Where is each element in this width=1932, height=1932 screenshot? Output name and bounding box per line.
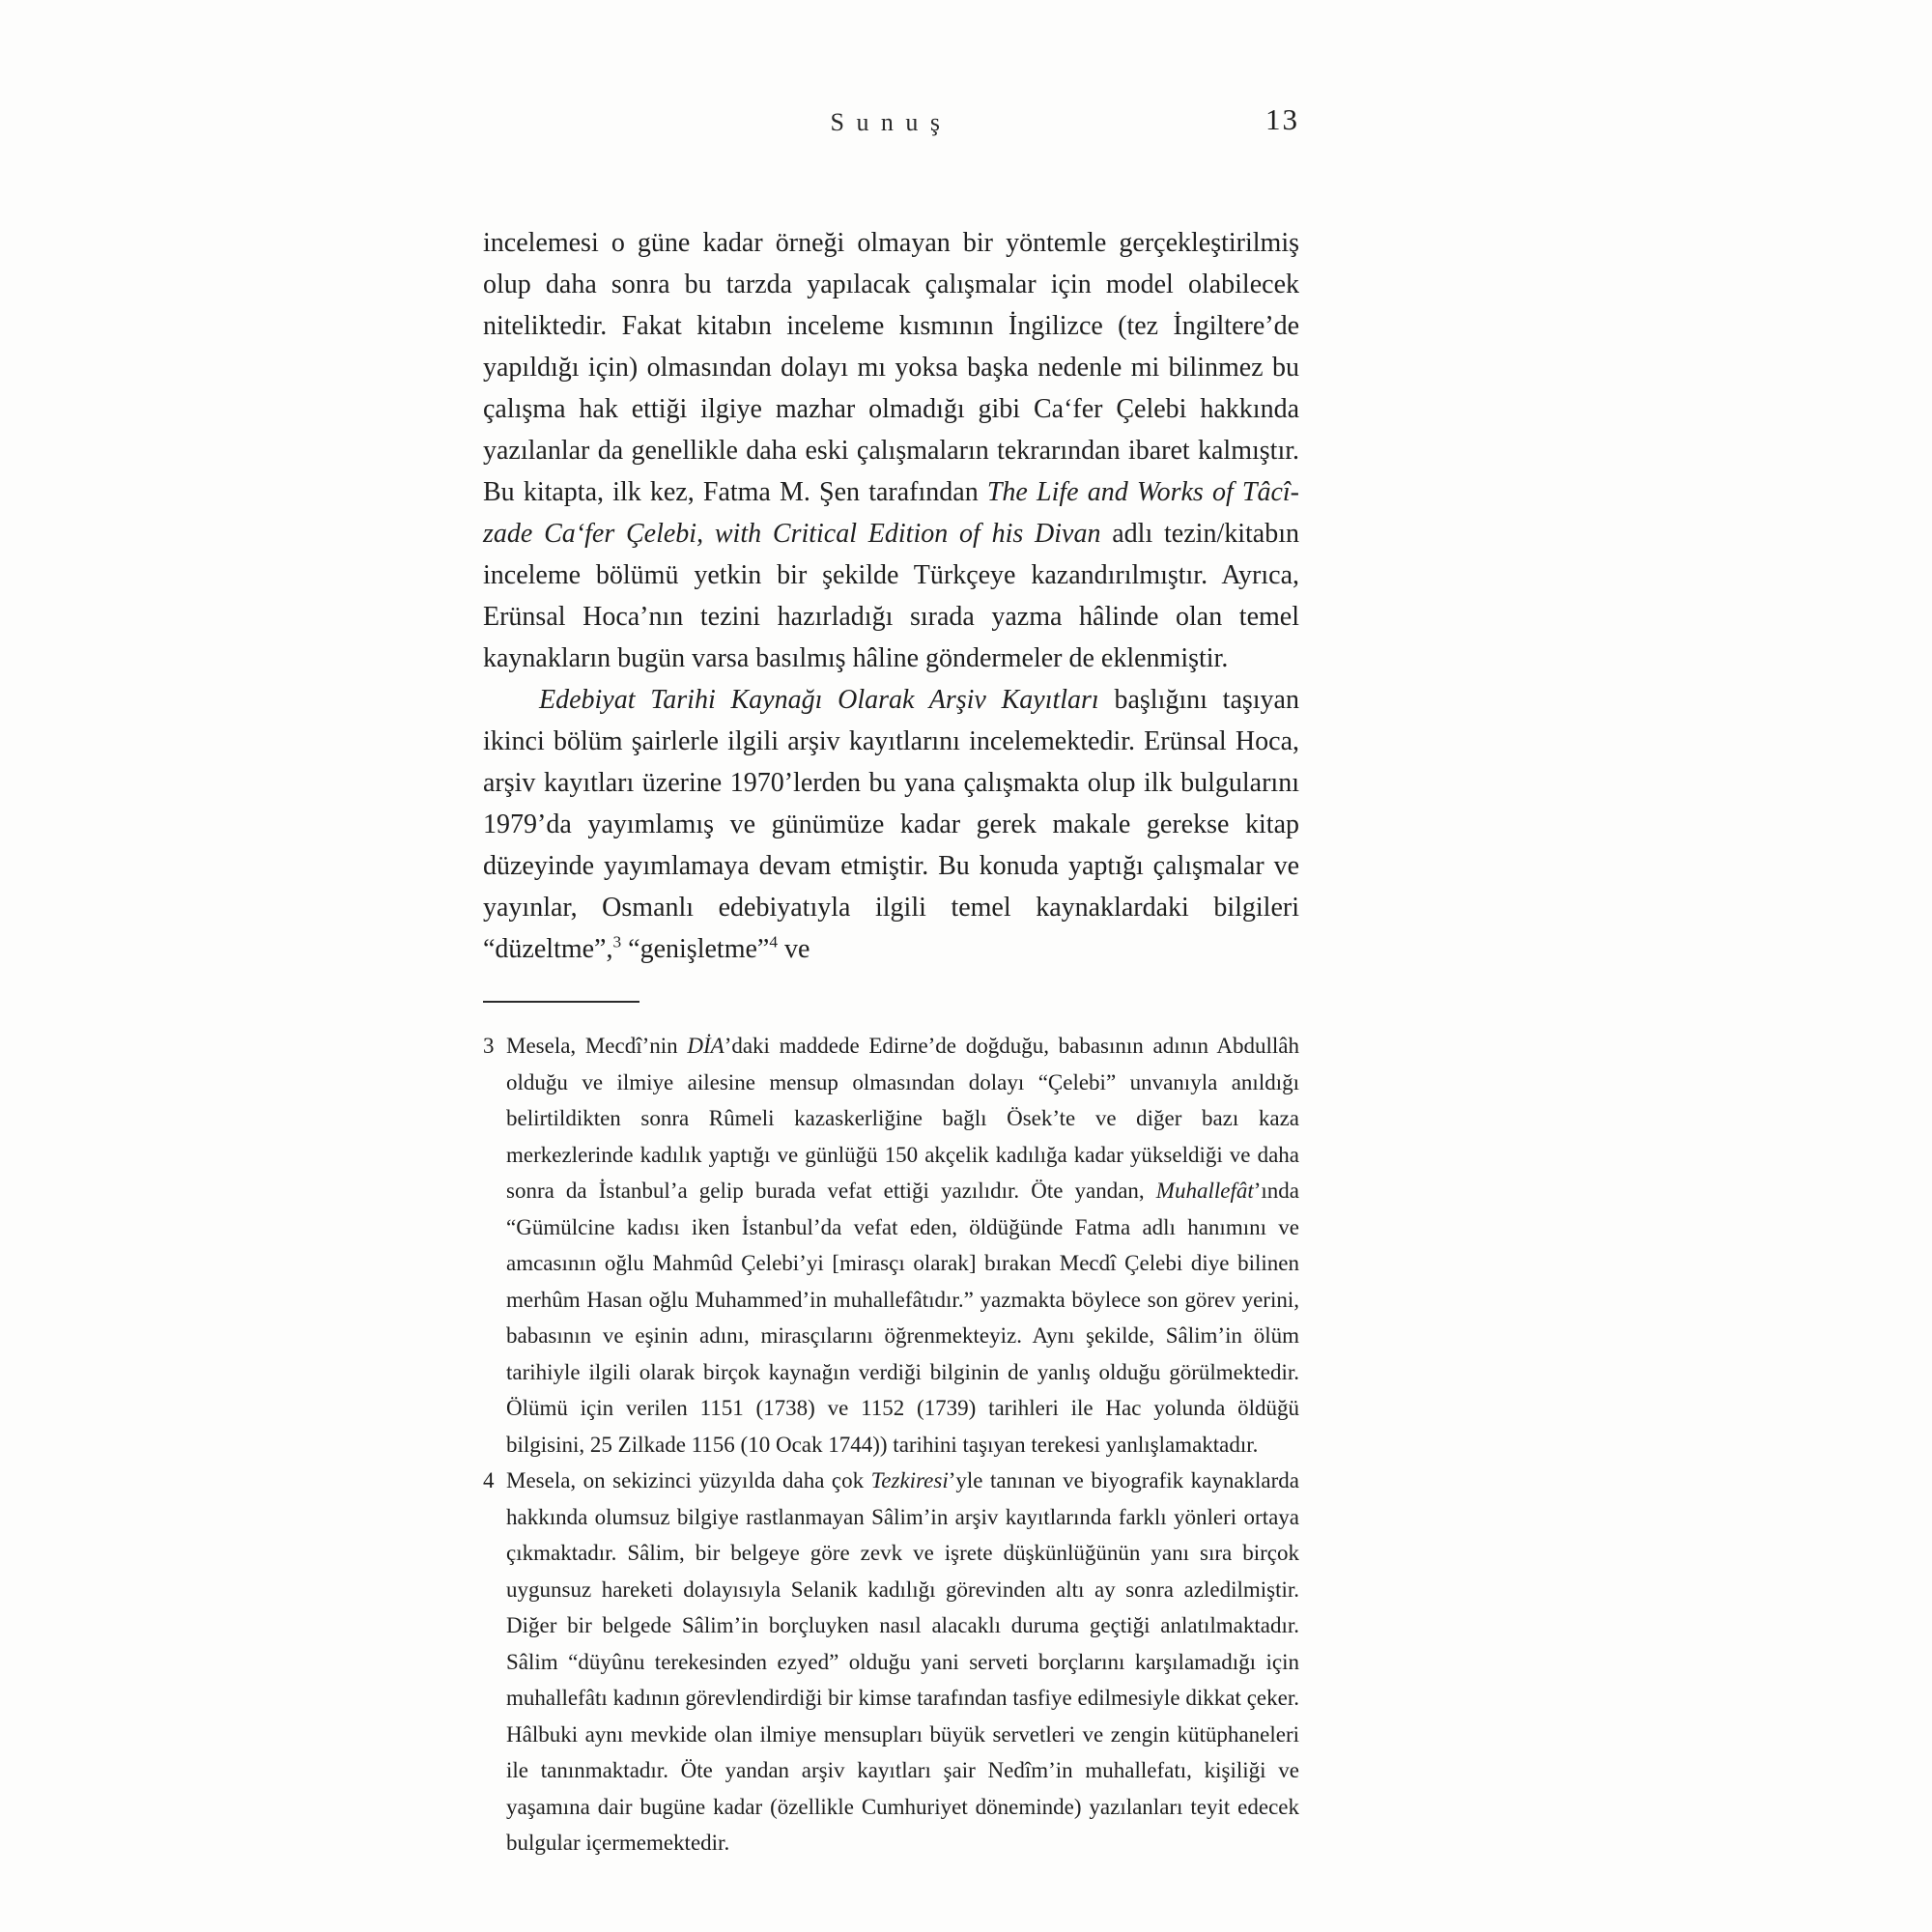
italic-text-run: Muhallefât bbox=[1155, 1179, 1254, 1203]
paragraphs bbox=[483, 222, 1299, 970]
body-paragraph bbox=[483, 679, 1299, 970]
text-run: “genişletme” bbox=[621, 934, 770, 964]
text-run: Mesela, Mecdî’nin bbox=[506, 1034, 688, 1058]
body-paragraph bbox=[483, 222, 1299, 679]
footnote-number: 4 bbox=[483, 1468, 495, 1492]
footnote-reference: 3 bbox=[612, 932, 622, 952]
text-run: ve bbox=[778, 934, 810, 964]
text-run: adlı tezin/kitabın inceleme bölümü yetkin bir şekilde Türkçeye kazandırılmıştır. Ayrıca, Erünsal Hoca’nın tezini hazırladığı sırada yazma hâlinde olan temel kaynakların bugün varsa basılmış hâline göndermeler de eklenmiştir. bbox=[483, 519, 1299, 673]
text-run: ’ında “Gümülcine kadısı iken İstanbul’da vefat eden, öldüğünde Fatma adlı hanımını ve amcasının oğlu Mahmûd Çelebi’yi [mirasçı olarak] bırakan Mecdî Çelebi diye bilinen merhûm Hasan oğlu Muhammed’in muhallefâtıdır.” yazmakta böylece son görev yerini, babasının ve eşinin adını, mirasçılarını öğrenmekteyiz. Aynı şekilde, Sâlim’in ölüm tarihiyle ilgili olarak birçok kaynağın verdiği bilginin de yanlış olduğu görülmektedir. Ölümü için verilen 1151 (1738) ve 1152 (1739) tarihleri ile Hac yolunda öldüğü bilgisini, 25 Zilkade 1156 (10 Ocak 1744)) tarihini taşıyan terekesi yanlışlamaktadır. bbox=[506, 1179, 1299, 1457]
footnote-number: 3 bbox=[483, 1034, 495, 1058]
page-number: 13 bbox=[1265, 102, 1299, 136]
italic-text-run: The Life and Works of Tâcî-zade Ca‘fer Çelebi, with Critical Edition of his Divan bbox=[483, 477, 1299, 549]
text-run: başlığını taşıyan ikinci bölüm şairlerle ilgili arşiv kayıtlarını incelemektedir. Erünsal Hoca, arşiv kayıtları üzerine 1970’lerden bu yana çalışmakta olup ilk bulgularını 1979’da yayımlamış ve günümüze kadar gerek makale gerekse kitap düzeyinde yayımlamaya devam etmiştir. Bu konuda yaptığı çalışmalar ve yayınlar, Osmanlı edebiyatıyla ilgili temel kaynaklardaki bilgileri “düzeltme”, bbox=[483, 685, 1299, 964]
footnote bbox=[483, 1028, 1299, 1463]
italic-text-run: Edebiyat Tarihi Kaynağı Olarak Arşiv Kayıtları bbox=[539, 685, 1099, 715]
text-block bbox=[483, 222, 1299, 1861]
footnote-separator bbox=[483, 1001, 639, 1003]
italic-text-run: DİA bbox=[687, 1034, 724, 1058]
italic-text-run: Tezkiresi bbox=[870, 1468, 949, 1492]
text-run: Mesela, on sekizinci yüzyılda daha çok bbox=[506, 1468, 871, 1492]
text-run: ’yle tanınan ve biyografik kaynaklarda hakkında olumsuz bilgiye rastlanmayan Sâlim’in arşiv kayıtlarında farklı yönleri ortaya çıkmaktadır. Sâlim, bir belgeye göre zevk ve işrete düşkünlüğünün yanı sıra birçok uygunsuz hareketi dolayısıyla Selanik kadılığı görevinden altı ay sonra azledilmiştir. Diğer bir belgede Sâlim’in borçluyken nasıl alacaklı duruma geçtiği anlatılmaktadır. Sâlim “düyûnu terekesinden ezyed” olduğu yani serveti borçlarını karşılamadığı için muhallefâtı kadının görevlendirdiği bir kimse tarafından tasfiye edilmesiyle dikkat çeker. Hâlbuki aynı mevkide olan ilmiye mensupları büyük servetleri ve zengin kütüphaneleri ile tanınmaktadır. Öte yandan arşiv kayıtları şair Nedîm’in muhallefatı, kişiliği ve yaşamına dair bugüne kadar (özellikle Cumhuriyet döneminde) yazılanları teyit edecek bulgular içermemektedir. bbox=[506, 1468, 1299, 1855]
text-run: ’daki maddede Edirne’de doğduğu, babasının adının Abdullâh olduğu ve ilmiye ailesine mensup olmasından dolayı “Çelebi” unvanıyla anıldığı belirtildikten sonra Rûmeli kazaskerliğine bağlı Ösek’te ve diğer bazı kaza merkezlerinde kadılık yaptığı ve günlüğü 150 akçelik kadılığa kadar yükseldiği ve daha sonra da İstanbul’a gelip burada vefat ettiği yazılıdır. Öte yandan, bbox=[506, 1034, 1299, 1203]
text-run: incelemesi o güne kadar örneği olmayan bir yöntemle gerçekleştirilmiş olup daha sonra bu tarzda yapılacak çalışmalar için model olabilecek niteliktedir. Fakat kitabın inceleme kısmının İngilizce (tez İngiltere’de yapıldığı için) olmasından dolayı mı yoksa başka nedenle mi bilinmez bu çalışma hak ettiği ilgiye mazhar olmadığı gibi Ca‘fer Çelebi hakkında yazılanlar da genellikle daha eski çalışmaların tekrarından ibaret kalmıştır. Bu kitapta, ilk kez, Fatma M. Şen tarafından bbox=[483, 228, 1299, 507]
footnotes bbox=[483, 1028, 1299, 1861]
running-head-title: Sunuş bbox=[830, 108, 952, 136]
footnote bbox=[483, 1463, 1299, 1861]
footnote-reference: 4 bbox=[769, 932, 779, 952]
page-header bbox=[483, 102, 1299, 147]
